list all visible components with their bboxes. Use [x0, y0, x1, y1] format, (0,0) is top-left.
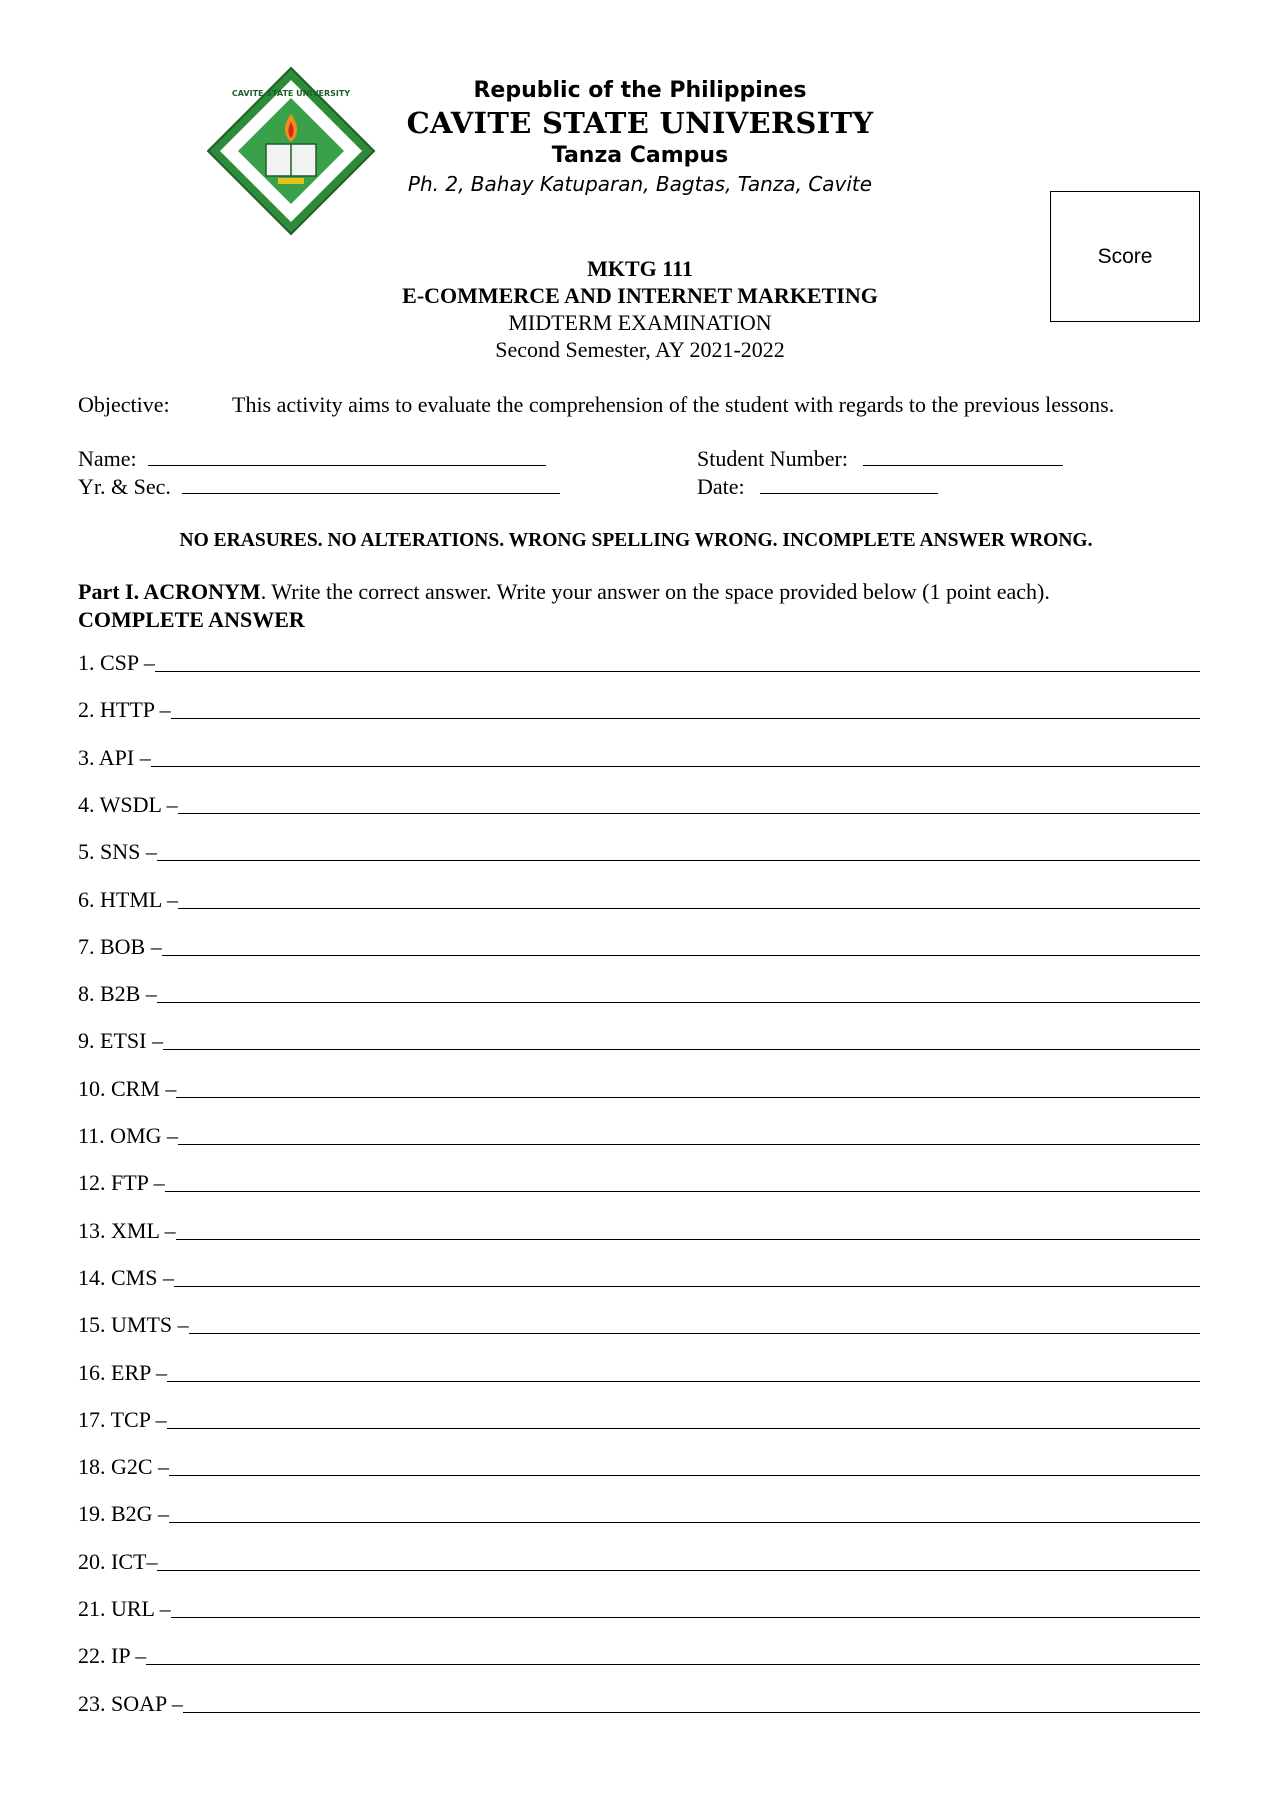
score-box[interactable] — [1050, 191, 1200, 322]
score-label: Score — [1097, 244, 1153, 268]
answer-line[interactable] — [157, 859, 1200, 861]
answer-line[interactable] — [171, 717, 1200, 719]
answer-line[interactable] — [155, 670, 1200, 672]
exam-type: MIDTERM EXAMINATION — [508, 310, 772, 335]
question-row — [78, 1360, 1200, 1386]
year-section-label: Yr. & Sec. — [78, 474, 171, 499]
answer-line[interactable] — [167, 1427, 1200, 1429]
part1-subheading: COMPLETE ANSWER — [78, 607, 305, 632]
student-number-field[interactable] — [697, 446, 1063, 472]
student-number-line[interactable] — [863, 447, 1063, 466]
answer-line[interactable] — [178, 907, 1200, 909]
question-label: 11. OMG – — [78, 1123, 179, 1148]
answer-line[interactable] — [151, 765, 1200, 767]
question-row — [78, 1691, 1200, 1717]
question-row — [78, 1596, 1200, 1622]
question-row — [78, 1123, 1200, 1149]
answer-line[interactable] — [178, 1143, 1200, 1145]
question-row — [78, 1312, 1200, 1338]
question-label: 6. HTML – — [78, 886, 179, 912]
course-title: E-COMMERCE AND INTERNET MARKETING — [402, 283, 878, 308]
objective-text: This activity aims to evaluate the comprehension of the student with regards to the previous lessons. — [232, 392, 1115, 417]
question-row — [78, 1549, 1200, 1575]
answer-line[interactable] — [174, 1285, 1200, 1287]
course-block — [340, 255, 940, 363]
question-row — [78, 1218, 1200, 1244]
question-label: 19. B2G – — [78, 1501, 170, 1527]
year-section-field[interactable] — [78, 474, 560, 500]
question-label: 3. API – — [78, 744, 151, 770]
part1-heading — [78, 578, 1228, 634]
question-row — [78, 1265, 1200, 1291]
exam-warning: NO ERASURES. NO ALTERATIONS. WRONG SPELLING WRONG. INCOMPLETE ANSWER WRONG. — [179, 530, 1093, 551]
question-row — [78, 1028, 1200, 1054]
question-row — [78, 1643, 1200, 1669]
answer-line[interactable] — [176, 1096, 1200, 1098]
part1-instruction: . Write the correct answer. Write your answer on the space provided below (1 point each). — [260, 579, 1050, 604]
question-row — [78, 650, 1200, 676]
question-row — [78, 1501, 1200, 1527]
answer-line[interactable] — [167, 1380, 1200, 1382]
answer-line[interactable] — [183, 1711, 1200, 1713]
question-row — [78, 792, 1200, 818]
name-field[interactable] — [78, 446, 546, 472]
answer-line[interactable] — [165, 1190, 1200, 1192]
answer-line[interactable] — [171, 1616, 1200, 1618]
date-label: Date: — [697, 474, 745, 499]
question-label: 22. IP – — [78, 1643, 147, 1669]
question-label: 20. ICT– — [78, 1548, 158, 1574]
question-row — [78, 1407, 1200, 1433]
question-label: 14. CMS – — [78, 1264, 174, 1290]
question-label: 1. CSP – — [78, 650, 155, 675]
question-row — [78, 1454, 1200, 1480]
answer-line[interactable] — [162, 954, 1200, 956]
logo-text: CAVITE STATE UNIVERSITY — [231, 89, 351, 98]
name-line[interactable] — [148, 447, 546, 466]
question-label: 23. SOAP – — [78, 1690, 183, 1716]
name-label: Name: — [78, 446, 137, 471]
answer-line[interactable] — [157, 1569, 1200, 1571]
question-label: 18. G2C – — [78, 1454, 170, 1480]
question-label: 12. FTP – — [78, 1170, 165, 1196]
question-label: 13. XML – — [78, 1217, 176, 1243]
campus-name: Tanza Campus — [551, 143, 729, 168]
question-label: 16. ERP – — [78, 1359, 168, 1385]
question-label: 8. B2B – — [78, 981, 157, 1007]
question-label: 4. WSDL – — [78, 791, 178, 817]
answer-line[interactable] — [146, 1663, 1200, 1665]
question-label: 15. UMTS – — [78, 1312, 189, 1338]
year-section-line[interactable] — [182, 475, 560, 494]
question-label: 9. ETSI – — [78, 1028, 163, 1054]
student-number-label: Student Number: — [697, 446, 848, 471]
answer-line[interactable] — [189, 1332, 1200, 1334]
question-label: 5. SNS – — [78, 839, 157, 865]
answer-line[interactable] — [157, 1001, 1200, 1003]
question-row — [78, 981, 1200, 1007]
university-name: CAVITE STATE UNIVERSITY — [406, 106, 874, 140]
question-label: 7. BOB – — [78, 933, 162, 959]
question-row — [78, 1076, 1200, 1102]
answer-line[interactable] — [169, 1474, 1200, 1476]
date-line[interactable] — [760, 475, 938, 494]
question-label: 17. TCP – — [78, 1406, 167, 1432]
question-row — [78, 887, 1200, 913]
part1-title: Part I. ACRONYM — [78, 579, 261, 604]
answer-line[interactable] — [163, 1048, 1200, 1050]
answer-line[interactable] — [178, 812, 1200, 814]
answer-line[interactable] — [176, 1238, 1200, 1240]
date-field[interactable] — [697, 474, 938, 500]
objective-label: Objective: — [78, 392, 170, 417]
question-label: 21. URL – — [78, 1596, 171, 1621]
question-row — [78, 934, 1200, 960]
question-row — [78, 745, 1200, 771]
question-label: 10. CRM – — [78, 1075, 177, 1101]
republic-line: Republic of the Philippines — [473, 78, 807, 103]
question-row — [78, 697, 1200, 723]
exam-term: Second Semester, AY 2021-2022 — [495, 337, 785, 362]
question-row — [78, 1170, 1200, 1196]
question-label: 2. HTTP – — [78, 697, 171, 723]
campus-address: Ph. 2, Bahay Katuparan, Bagtas, Tanza, Cavite — [407, 172, 873, 196]
answer-line[interactable] — [169, 1521, 1200, 1523]
course-code: MKTG 111 — [587, 256, 693, 281]
question-row — [78, 839, 1200, 865]
